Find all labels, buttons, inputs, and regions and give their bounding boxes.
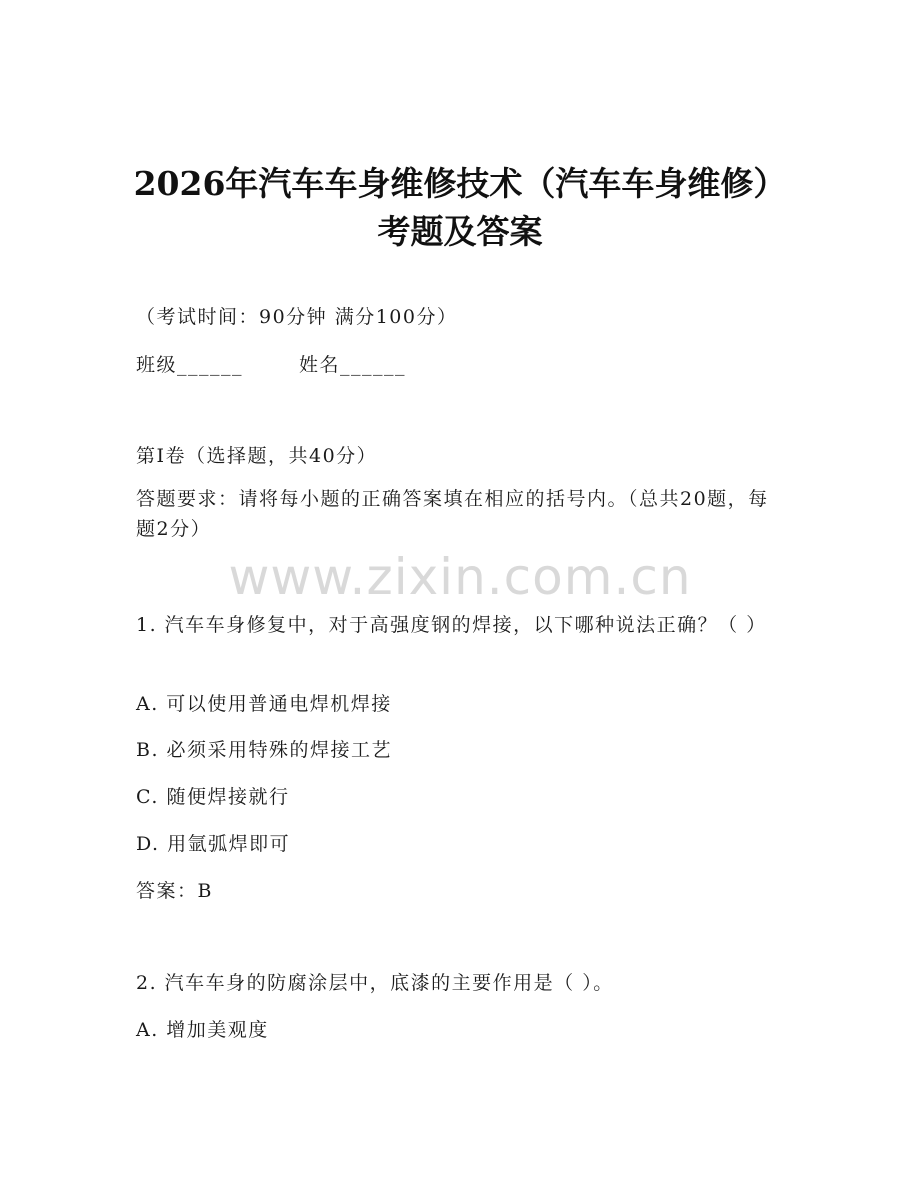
question-1-answer: 答案：B xyxy=(136,880,213,902)
class-field: 班级______ xyxy=(136,354,244,376)
document-title-line-1: 2026年汽车车身维修技术（汽车车身维修） xyxy=(133,164,787,203)
document-title-line-2: 考题及答案 xyxy=(377,212,543,251)
question-1-stem: 1. 汽车车身修复中，对于高强度钢的焊接，以下哪种说法正确？（ ） xyxy=(136,614,767,636)
question-2-option-a: A. 增加美观度 xyxy=(136,1019,269,1041)
question-1-option-c: C. 随便焊接就行 xyxy=(136,786,290,808)
section-title: 第I卷（选择题，共40分） xyxy=(136,445,378,467)
exam-info: （考试时间：90分钟 满分100分） xyxy=(136,306,458,328)
instructions: 答题要求：请将每小题的正确答案填在相应的括号内。（总共20题，每题2分） xyxy=(136,488,769,540)
student-fields xyxy=(136,350,406,377)
question-1-option-b: B. 必须采用特殊的焊接工艺 xyxy=(136,739,393,761)
question-1-option-a: A. 可以使用普通电焊机焊接 xyxy=(136,693,392,715)
question-2-stem: 2. 汽车车身的防腐涂层中，底漆的主要作用是（ ）。 xyxy=(136,972,614,994)
question-1-option-d: D. 用氩弧焊即可 xyxy=(136,833,291,855)
watermark: www.zixin.com.cn xyxy=(228,548,692,606)
name-field: 姓名______ xyxy=(299,354,407,376)
